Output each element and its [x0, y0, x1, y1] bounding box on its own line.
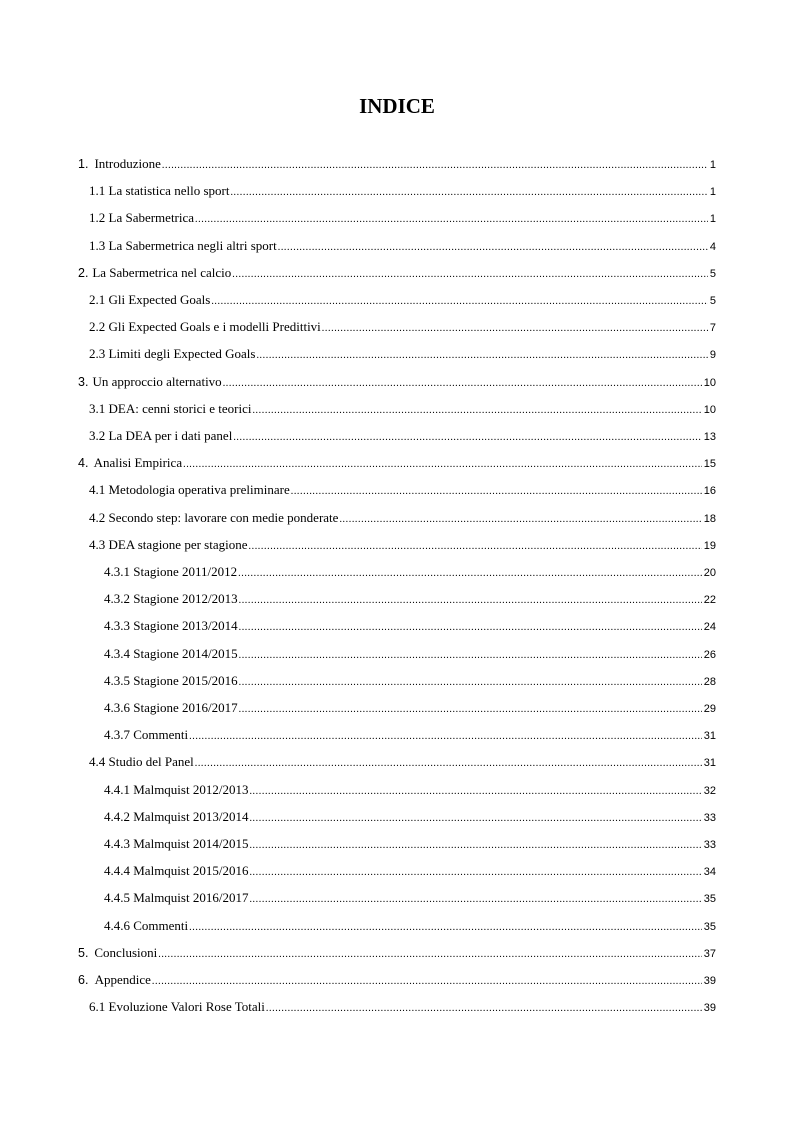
toc-entry-page-number: 5 — [709, 267, 716, 280]
toc-entry[interactable] — [89, 401, 716, 421]
toc-entry-label: Introduzione — [94, 156, 161, 171]
toc-entry-page-number: 31 — [703, 730, 716, 743]
toc-entry-label: 4.3.1 Stagione 2011/2012 — [104, 564, 238, 579]
toc-entry[interactable] — [104, 782, 716, 802]
toc-entry-page-number: 32 — [703, 784, 716, 797]
toc-dot-leader — [249, 786, 701, 797]
toc-entry-label: 2.2 Gli Expected Goals e i modelli Predittivi — [89, 319, 321, 335]
toc-entry[interactable] — [89, 319, 716, 339]
toc-entry[interactable] — [89, 183, 716, 203]
toc-entry-label: 4.4 Studio del Panel — [89, 754, 194, 770]
toc-dot-leader — [183, 459, 702, 470]
toc-entry-page-number: 18 — [703, 512, 716, 525]
toc-dot-leader — [339, 514, 701, 525]
toc-entry-label: 2.1 Gli Expected Goals — [89, 292, 211, 307]
toc-dot-leader — [158, 949, 702, 960]
toc-entry[interactable] — [104, 727, 716, 747]
toc-entry-label: 1.2 La Sabermetrica — [89, 210, 195, 226]
toc-entry[interactable] — [104, 700, 716, 720]
toc-dot-leader — [195, 758, 702, 769]
toc-entry-page-number: 39 — [703, 975, 716, 987]
toc-entry-page-number: 13 — [703, 431, 716, 443]
toc-entry-label: 4.2 Secondo step: lavorare con medie ponderate — [89, 509, 339, 525]
toc-entry-page-number: 9 — [709, 349, 716, 362]
toc-entry[interactable] — [104, 836, 716, 856]
toc-entry-page-number: 31 — [703, 757, 716, 770]
toc-entry-number: 5. — [78, 945, 89, 960]
toc-entry[interactable] — [89, 292, 716, 312]
toc-entry-page-number: 26 — [703, 648, 716, 661]
toc-entry-page-number: 4 — [709, 240, 716, 253]
toc-entry[interactable] — [89, 537, 716, 557]
toc-entry-label: 4.3.6 Stagione 2016/2017 — [104, 700, 238, 715]
toc-entry[interactable] — [104, 890, 716, 910]
toc-entry-page-number: 39 — [703, 1002, 716, 1015]
toc-entry[interactable] — [89, 428, 716, 448]
toc-entry[interactable] — [78, 156, 716, 176]
toc-dot-leader — [322, 323, 708, 334]
toc-entry-page-number: 35 — [703, 893, 716, 906]
toc-entry-page-number: 34 — [703, 866, 716, 879]
toc-entry[interactable] — [89, 754, 716, 774]
toc-entry-page-number: 7 — [709, 322, 716, 335]
toc-entry[interactable] — [89, 999, 716, 1019]
toc-entry-label: 2.3 Limiti degli Expected Goals — [89, 346, 256, 362]
toc-dot-leader — [256, 350, 707, 361]
toc-entry[interactable] — [78, 265, 716, 285]
toc-dot-leader — [232, 269, 708, 280]
toc-entry-page-number: 15 — [703, 458, 716, 471]
toc-dot-leader — [249, 894, 701, 905]
toc-entry-page-number: 37 — [703, 947, 716, 960]
toc-entry[interactable] — [78, 374, 716, 394]
toc-entry-label: 4.4.1 Malmquist 2012/2013 — [104, 781, 249, 797]
toc-entry-label: 4.1 Metodologia operativa preliminare — [89, 482, 290, 498]
toc-dot-leader — [238, 568, 702, 579]
toc-entry-page-number: 35 — [703, 920, 716, 933]
toc-dot-leader — [291, 486, 702, 497]
toc-entry-page-number: 16 — [703, 485, 716, 498]
toc-entry[interactable] — [78, 972, 716, 992]
toc-entry[interactable] — [89, 238, 716, 258]
toc-entry-page-number: 22 — [703, 594, 716, 607]
toc-entry-label: 4.4.4 Malmquist 2015/2016 — [104, 863, 249, 879]
toc-entry-page-number: 10 — [703, 403, 716, 416]
toc-entry-label: 1.1 La statistica nello sport — [89, 183, 230, 199]
toc-entry-page-number: 5 — [709, 295, 716, 307]
toc-dot-leader — [266, 1003, 702, 1014]
toc-entry-label: 4.3 DEA stagione per stagione — [89, 536, 248, 552]
toc-entry[interactable] — [89, 210, 716, 230]
toc-entry-label: 4.3.5 Stagione 2015/2016 — [104, 672, 238, 688]
toc-entry-number: 4. — [78, 456, 89, 471]
toc-dot-leader — [223, 378, 702, 389]
toc-entry[interactable] — [104, 564, 716, 584]
toc-entry-label: La Sabermetrica nel calcio — [92, 264, 232, 280]
toc-entry-number: 6. — [78, 973, 89, 987]
toc-entry-label: 4.4.6 Commenti — [104, 917, 189, 933]
toc-dot-leader — [239, 595, 702, 606]
toc-entry-label: Un approccio alternativo — [92, 373, 222, 389]
toc-entry[interactable] — [78, 945, 716, 965]
toc-entry-label: 1.3 La Sabermetrica negli altri sport — [89, 237, 277, 253]
toc-entry[interactable] — [104, 809, 716, 829]
toc-entry[interactable] — [89, 346, 716, 366]
toc-dot-leader — [249, 541, 702, 552]
toc-dot-leader — [278, 242, 708, 253]
toc-entry-label: 4.3.4 Stagione 2014/2015 — [104, 645, 238, 661]
toc-entry-page-number: 29 — [703, 703, 716, 715]
toc-entry-page-number: 1 — [709, 186, 716, 199]
toc-entry-label: Appendice — [94, 972, 151, 987]
toc-entry-page-number: 1 — [709, 159, 716, 171]
toc-dot-leader — [189, 731, 702, 742]
toc-entry[interactable] — [104, 646, 716, 666]
toc-entry-label: 6.1 Evoluzione Valori Rose Totali — [89, 999, 265, 1015]
toc-entry-label: 4.4.5 Malmquist 2016/2017 — [104, 890, 249, 906]
toc-dot-leader — [239, 650, 702, 661]
toc-dot-leader — [152, 976, 702, 987]
toc-dot-leader — [211, 296, 708, 307]
toc-entry[interactable] — [104, 618, 716, 638]
toc-entry-page-number: 19 — [703, 539, 716, 552]
toc-dot-leader — [233, 432, 701, 443]
toc-entry-page-number: 20 — [703, 567, 716, 579]
toc-entry-page-number: 33 — [703, 839, 716, 851]
toc-entry-page-number: 1 — [709, 213, 716, 226]
toc-dot-leader — [162, 160, 708, 171]
toc-entry-label: 4.3.7 Commenti — [104, 727, 189, 743]
toc-dot-leader — [189, 922, 702, 933]
toc-dot-leader — [230, 187, 707, 198]
page-title: INDICE — [359, 94, 435, 118]
toc-entry-number: 1. — [78, 157, 89, 171]
toc-entry[interactable] — [89, 482, 716, 502]
toc-dot-leader — [252, 405, 701, 416]
toc-entry[interactable] — [104, 863, 716, 883]
toc-entry-label: 4.4.3 Malmquist 2014/2015 — [104, 836, 249, 851]
toc-entry-page-number: 24 — [703, 621, 716, 634]
toc-dot-leader — [239, 704, 702, 715]
toc-entry-label: 3.1 DEA: cenni storici e teorici — [89, 400, 252, 416]
toc-dot-leader — [249, 840, 701, 851]
toc-entry-label: 3.2 La DEA per i dati panel — [89, 428, 233, 443]
toc-entry-number: 3. — [78, 374, 89, 389]
toc-entry-label: Conclusioni — [94, 944, 158, 960]
toc-entry-label: 4.4.2 Malmquist 2013/2014 — [104, 808, 249, 824]
toc-entry-page-number: 10 — [703, 376, 716, 389]
toc-entry-page-number: 33 — [703, 811, 716, 824]
toc-dot-leader — [239, 622, 702, 633]
toc-entry[interactable] — [104, 591, 716, 611]
toc-dot-leader — [249, 813, 701, 824]
toc-dot-leader — [195, 214, 708, 225]
toc-entry-label: 4.3.3 Stagione 2013/2014 — [104, 618, 238, 634]
toc-entry-number: 2. — [78, 265, 89, 280]
toc-entry[interactable] — [104, 673, 716, 693]
toc-dot-leader — [239, 677, 702, 688]
toc-entry[interactable] — [104, 918, 716, 938]
toc-entry-label: 4.3.2 Stagione 2012/2013 — [104, 591, 238, 607]
toc-entry[interactable] — [78, 455, 716, 475]
toc-dot-leader — [249, 867, 701, 878]
toc-entry-page-number: 28 — [703, 675, 716, 688]
toc-entry-label: Analisi Empirica — [93, 455, 183, 471]
toc-entry[interactable] — [89, 510, 716, 530]
